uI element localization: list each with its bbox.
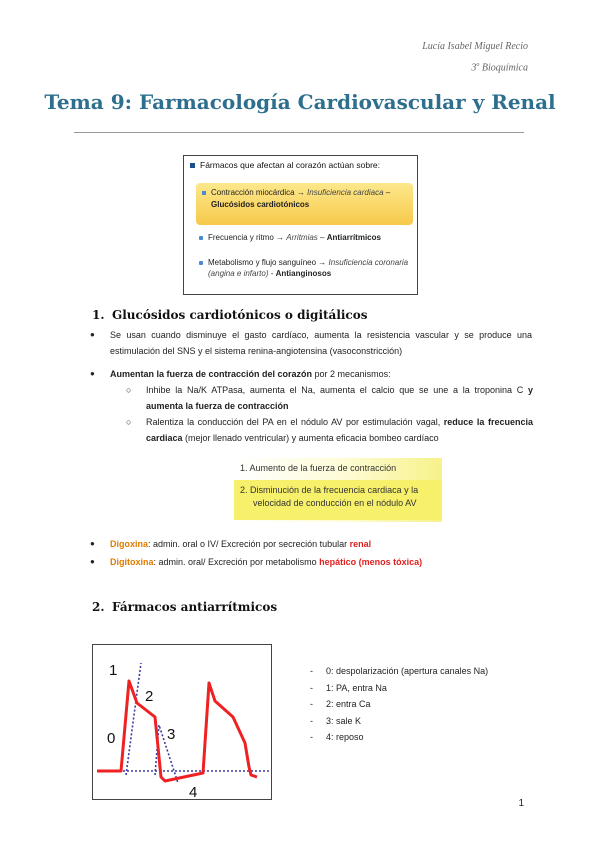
mechanism-item-2: 2. Disminución de la frecuencia cardiaca y la velocidad de conducción en el nódulo AV (234, 480, 442, 520)
legend-item: - 1: PA, entra Na (310, 682, 387, 693)
drug-digoxina: ● Digoxina: admin. oral o IV/ Excreción por secreción tubular renal (92, 536, 532, 552)
bullet-dot-icon: ● (90, 539, 95, 548)
phase-label-3: 3 (167, 726, 176, 743)
slide-highlight-item: Contracción miocárdica → Insuficiencia cardiaca – Glucósidos cardiotónicos (196, 183, 413, 225)
circle-bullet-icon: ○ (126, 417, 132, 427)
page-title: Tema 9: Farmacología Cardiovascular y Renal (44, 90, 556, 114)
bullet-dot-icon: ● (90, 369, 95, 378)
title-divider (74, 132, 524, 133)
mechanism-summary-box (234, 458, 442, 522)
section-heading-1: 1. Glucósidos cardiotónicos o digitálicos (92, 308, 368, 322)
action-potential-graph (92, 644, 272, 800)
section-heading-2: 2. Fármacos antiarrítmicos (92, 600, 278, 614)
slide-figure (183, 155, 418, 295)
slide-item-frequency: Frecuencia y ritmo → Arritmias – Antiarrítmicos (199, 232, 409, 243)
square-bullet-icon (190, 163, 195, 168)
drug-digitoxina: ● Digitoxina: admin. oral/ Excreción por metabolismo hepático (menos tóxica) (92, 554, 532, 570)
square-bullet-icon (202, 191, 206, 195)
author-header (422, 38, 528, 77)
sub-bullet-item: ○ Ralentiza la conducción del PA en el nódulo AV por estimulación vagal, reduce la frecuencia cardiaca (mejor llenado ventricular) y aumenta eficacia bombeo cardíaco (118, 414, 533, 446)
phase-label-2: 2 (145, 688, 154, 705)
slide-heading: Fármacos que afectan al corazón actúan sobre: (190, 160, 380, 170)
phase-label-0: 0 (107, 730, 116, 747)
legend-item: - 4: reposo (310, 732, 364, 742)
bullet-item: ● Se usan cuando disminuye el gasto cardíaco, aumenta la resistencia vascular y se produce una estimulación del SNS y el sistema renina-angiotensina (vasoconstricción) (92, 327, 532, 359)
square-bullet-icon (199, 261, 203, 265)
sub-bullet-item: ○ Inhibe la Na/K ATPasa, aumenta el Na, aumenta el calcio que se une a la troponina C y aumenta la fuerza de contracción (118, 382, 533, 414)
page-number: 1 (518, 798, 524, 809)
legend-item: - 3: sale K (310, 715, 362, 726)
legend-item: - 2: entra Ca (310, 699, 371, 709)
phase-label-4: 4 (189, 784, 198, 799)
mechanism-item-1: 1. Aumento de la fuerza de contracción (240, 463, 397, 473)
circle-bullet-icon: ○ (126, 385, 132, 395)
action-potential-svg (93, 645, 271, 799)
bullet-dot-icon: ● (90, 330, 95, 339)
phase-legend (310, 663, 488, 746)
slide-item-metabolism: Metabolismo y flujo sanguíneo → Insuficiencia coronaria (angina e infarto) - Antianginosos (199, 257, 409, 279)
phase-label-1: 1 (109, 662, 118, 679)
square-bullet-icon (199, 236, 203, 240)
action-potential-curve (97, 681, 257, 781)
bullet-item: ● Aumentan la fuerza de contracción del corazón por 2 mecanismos: (92, 366, 532, 382)
bullet-dot-icon: ● (90, 557, 95, 566)
author-name: Lucía Isabel Miguel Recio (422, 41, 528, 52)
course-label: 3$^o$ Bioquímica (471, 62, 528, 74)
legend-item: - 0: despolarización (apertura canales Na) (310, 666, 489, 676)
